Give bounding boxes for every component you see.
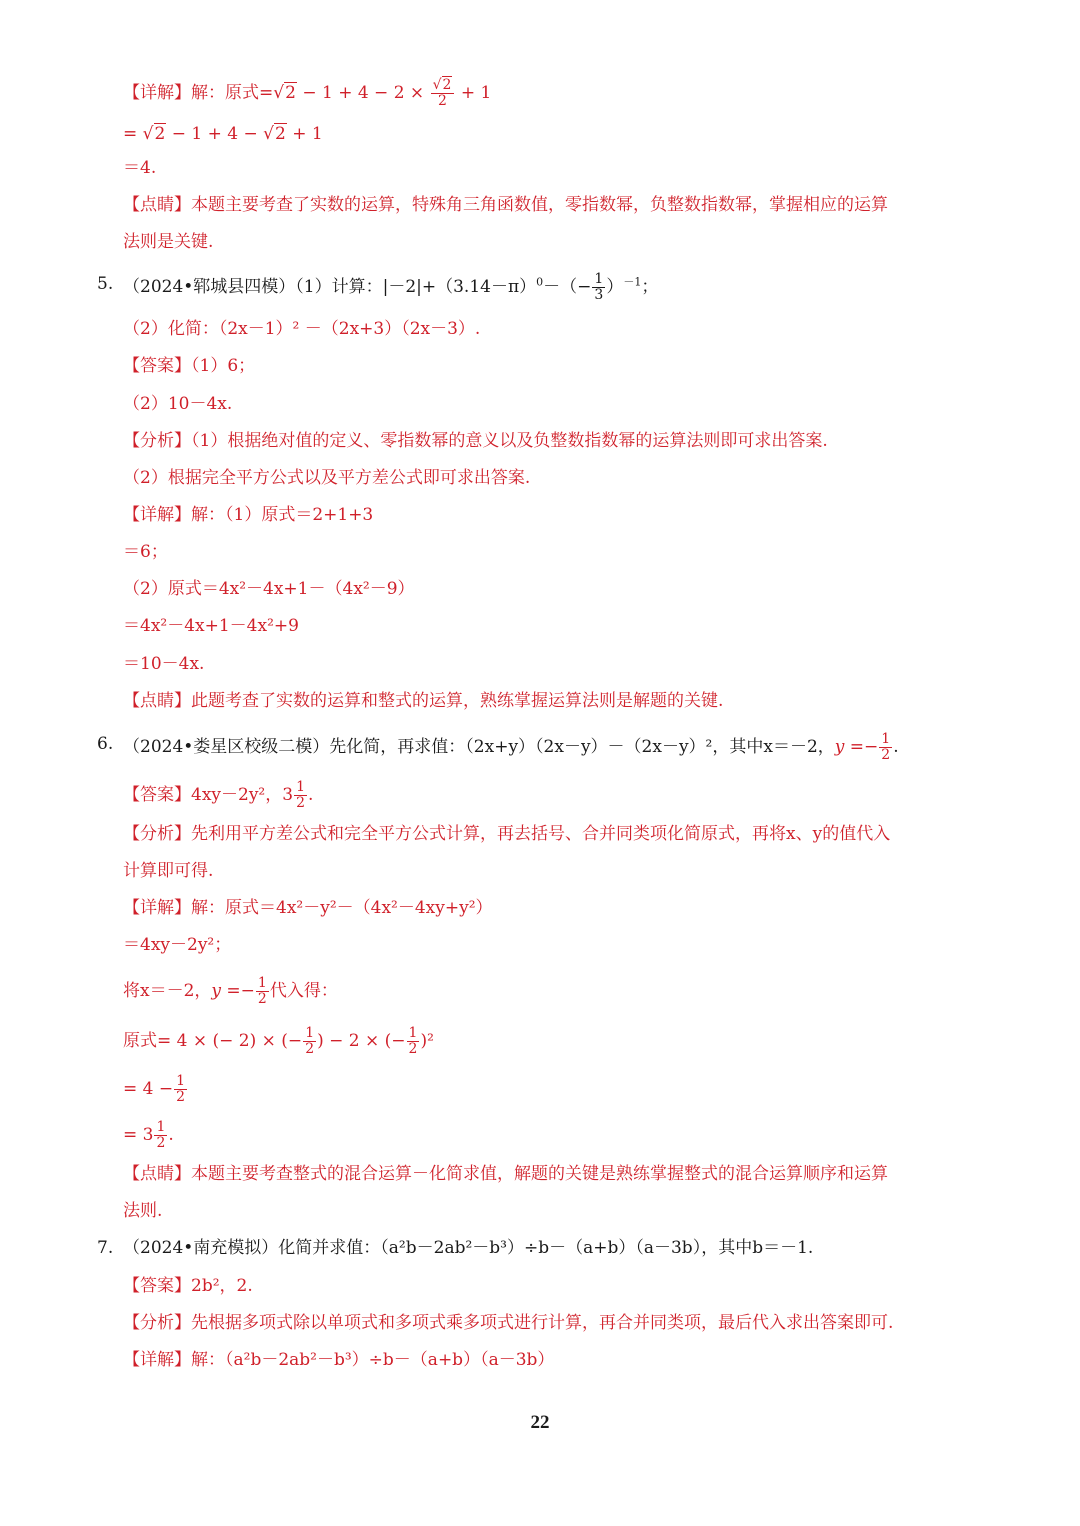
q6-detail-line-4: 原式= 4 × (− 2) × (− $\frac{1}{2}$ ) − 2 × (− $\frac{1}{2}$ )²: [123, 1025, 434, 1057]
q5-detail-line-2: ＝6；: [123, 542, 168, 562]
q5-answer-line-2: （2）10－4x.: [123, 394, 233, 414]
q4-detail-mid: − 1 + 4 − 2 ×: [296, 83, 430, 103]
detail-tag: 【详解】: [123, 505, 191, 525]
q4-detail-line-1: [123, 78, 491, 109]
q7-detail: 【详解】解：（a²b－2ab²－b³）÷b－（a+b）（a－3b）: [123, 1350, 555, 1370]
q6-detail-line-2: ＝4xy－2y²；: [123, 935, 232, 955]
q5-fraction: $\frac{1}{3}$: [594, 271, 604, 303]
q6-answer: 【答案】4xy－2y²，3 $\frac{1}{2}$ .: [123, 779, 314, 811]
q5-detail-line-5: ＝10－4x.: [123, 654, 205, 674]
q6-detail-line-5: = 4 − $\frac{1}{2}$: [123, 1073, 186, 1105]
analysis-tag: 【分析】: [123, 431, 191, 451]
q5-question-line-2: （2）化简：（2x－1）² －（2x+3）（2x－3）.: [123, 319, 481, 339]
detail-tag: 【详解】: [123, 1350, 191, 1370]
comment-tag: 【点睛】: [123, 691, 191, 711]
q5-comment: 【点睛】此题考查了实数的运算和整式的运算，熟练掌握运算法则是解题的关键.: [123, 691, 724, 711]
q7-number: 7.: [97, 1238, 114, 1258]
q5-detail-line-3: （2）原式＝4x²－4x+1－（4x²－9）: [123, 579, 415, 599]
detail-tag: 【详解】: [123, 898, 191, 918]
fraction: $\frac{1}{2}$: [176, 1073, 186, 1105]
comment-tag: 【点睛】: [123, 195, 191, 215]
q4-fraction: $\frac{√2}{2}$: [431, 78, 455, 109]
q6-detail-line-1: 【详解】解：原式＝4x²－y²－（4x²－4xy+y²）: [123, 898, 493, 918]
fraction: $\frac{1}{2}$: [305, 1025, 315, 1057]
q5-analysis-line-1: 【分析】（1）根据绝对值的定义、零指数幂的意义以及负整数指数幂的运算法则即可求出答案.: [123, 431, 828, 451]
answer-tag: 【答案】: [123, 785, 191, 805]
analysis-tag: 【分析】: [123, 824, 191, 844]
q5-detail-line-4: ＝4x²－4x+1－4x²+9: [123, 616, 299, 636]
q6-detail-fraction: $\frac{1}{2}$: [257, 975, 267, 1007]
answer-tag: 【答案】: [123, 356, 191, 376]
q6-analysis-line-1: 【分析】先利用平方差公式和完全平方公式计算，再去括号、合并同类项化简原式，再将x、y的值代入: [123, 824, 891, 844]
q6-analysis-line-2: 计算即可得.: [123, 861, 214, 881]
q4-comment-line-1: 【点睛】本题主要考查了实数的运算，特殊角三角函数值，零指数幂，负整数指数幂，掌握相应的运算: [123, 195, 888, 215]
analysis-tag: 【分析】: [123, 1313, 191, 1333]
sqrt-sign: √: [273, 83, 285, 103]
q5-number: 5.: [97, 274, 114, 294]
q6-comment-line-2: 法则.: [123, 1201, 163, 1221]
q5-answer-line-1: 【答案】（1）6；: [123, 356, 256, 376]
q4-detail-end: + 1: [455, 83, 492, 103]
q6-detail-line-3: 将x＝－2，y =− $\frac{1}{2}$ 代入得：: [123, 975, 338, 1007]
q7-analysis: 【分析】先根据多项式除以单项式和多项式乘多项式进行计算，再合并同类项，最后代入求出答案即可.: [123, 1313, 894, 1333]
q6-fraction: $\frac{1}{2}$: [881, 731, 891, 763]
comment-tag: 【点睛】: [123, 1164, 191, 1184]
q4-radicand-1: 2: [285, 83, 296, 103]
answer-tag: 【答案】: [123, 1276, 191, 1296]
fraction: $\frac{1}{2}$: [156, 1119, 166, 1151]
sqrt-sign: √: [142, 124, 154, 144]
q7-question: （2024•南充模拟）化简并求值：（a²b－2ab²－b³）÷b－（a+b）（a－3b），其中b＝－1.: [123, 1238, 814, 1258]
detail-tag: 【详解】: [123, 83, 191, 103]
q6-detail-line-6: = 3 $\frac{1}{2}$ .: [123, 1119, 174, 1151]
q6-comment-line-1: 【点睛】本题主要考查整式的混合运算－化简求值，解题的关键是熟练掌握整式的混合运算顺序和运算: [123, 1164, 888, 1184]
sqrt-sign: √: [432, 77, 442, 93]
q6-question: （2024•娄星区校级二模）先化简，再求值：（2x+y）（2x－y）－（2x－y）²，其中x＝－2，y =− $\frac{1}{2}$ .: [123, 731, 899, 763]
q5-question-line-1: （2024•郓城县四模）（1）计算：$|-2|+(3.14-\pi)^0-(-$ $\frac{1}{3}$ ）$^{-1}$；: [123, 271, 659, 303]
q4-detail-line-2: = √2 − 1 + 4 − √2 + 1: [123, 124, 323, 144]
q6-number: 6.: [97, 734, 114, 754]
q4-comment-line-2: 法则是关键.: [123, 232, 214, 252]
sqrt-sign: √: [263, 124, 274, 144]
fraction: $\frac{1}{2}$: [408, 1025, 418, 1057]
q5-detail-line-1: 【详解】解：（1）原式＝2+1+3: [123, 505, 374, 525]
page-number: 22: [530, 1412, 550, 1433]
q5-analysis-line-2: （2）根据完全平方公式以及平方差公式即可求出答案.: [123, 468, 531, 488]
q6-answer-fraction: $\frac{1}{2}$: [296, 779, 305, 811]
q7-answer: 【答案】2b²，2.: [123, 1276, 253, 1296]
q4-detail-line-3: ＝4.: [123, 158, 157, 178]
q4-detail-prefix: 解：原式=: [191, 83, 274, 103]
